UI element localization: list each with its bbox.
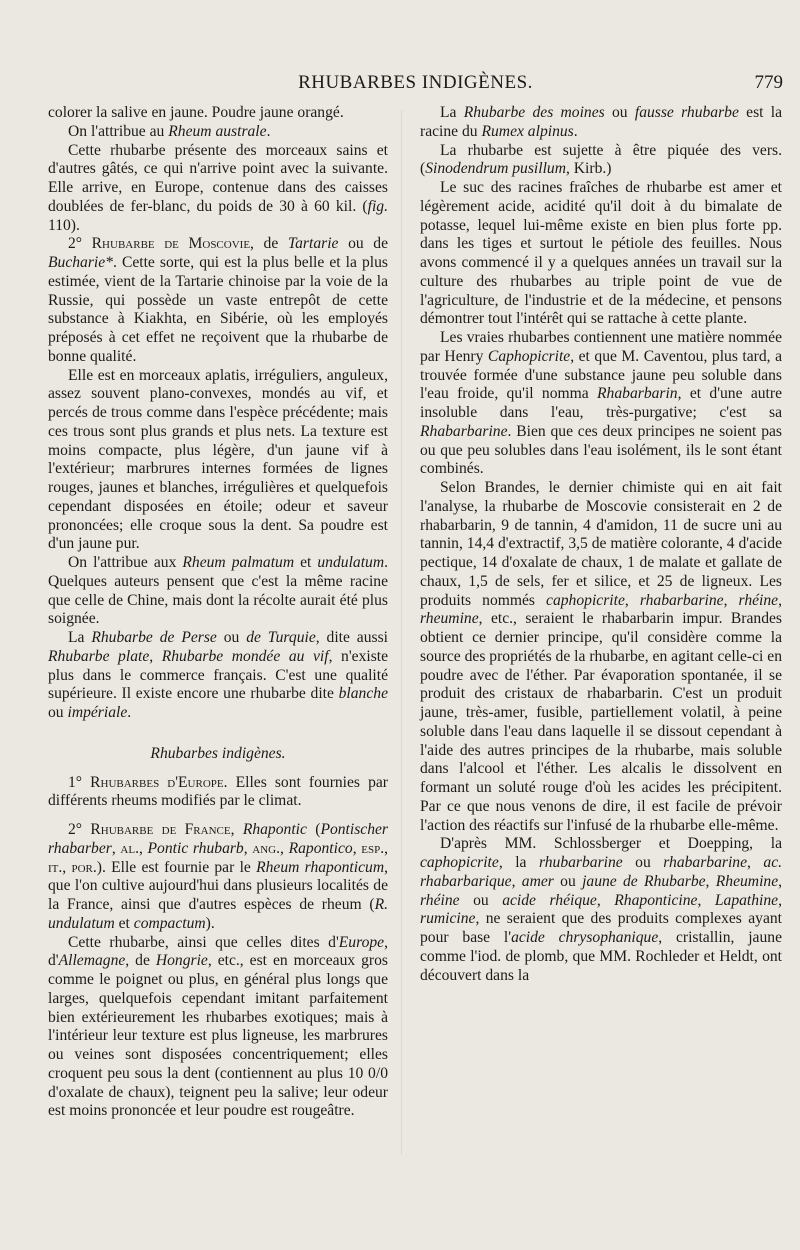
paragraph [420,329,782,479]
paragraph [48,123,388,142]
text-run: et [294,554,318,571]
species-name: Rheum rhaponticum [256,858,385,876]
paragraph [48,235,388,366]
italic-term: de Turquie [246,629,316,646]
text-run: , n'existe plus dans le commerce français. C'est une qualité supérieure. Il existe encore une rhubarbe dite [48,647,389,703]
text-run: 2° [68,821,91,838]
section-subheading: Rhubarbes indigènes. [150,744,286,762]
text-run: , [596,891,615,909]
paragraph [48,142,388,236]
section-term: Rhubarbe de France [90,821,231,838]
text-run: , [778,872,783,890]
text-run: , [230,821,243,838]
paragraph [48,367,388,555]
text-run: ou [604,104,635,121]
text-run: . [266,122,271,140]
text-run: , [697,891,715,909]
section-term: Rhubarbe de Moscovie [91,235,251,253]
italic-term: Rhubarbe mondée au vif [161,647,329,665]
language-abbr: esp. [361,839,385,857]
italic-term: amer [521,872,554,890]
right-column [420,104,782,985]
text-run: . Quelques auteurs pensent que c'est la même racine que celle de Chine, mais dont la récolte aurait été plus soignée. [48,554,388,628]
text-run: ou [48,704,68,721]
italic-term: Hongrie [155,952,208,970]
italic-term: blanche [338,685,388,703]
text-run: . Cette sorte, qui est la plus belle et la plus estimée, vient de la Tartarie chinoise par la voie de la Russie, qui possède un vaste entrepôt de cette substance à Kiakhta, en Sibérie, où les employés préposés à cet effet ne reçoivent que la rhubarbe de bonne qualité. [48,254,388,365]
italic-term: Pontischer rhabarber [48,821,388,857]
text-run: , etc., seraient le rhabarbarin impur. Brandes obtient ce dernier principe, qu'il considère comme la source des propriétés de la rhubarbe, en agitant celle-ci en poudre avec de l'éther. Par évaporation spontanée, il se produit des cristaux de rhabarbarin. C'est un produit jaune, très-amer, fusible, partiellement volatil, à peine soluble dans l'eau dans laquelle il se dissout cependant à l'aide des autres principes de la rhubarbe, mais soluble dans l'alcool et l'éther. Les alcalis le dissolvent en formant un soluté rouge d'où les acides les précipitent. Par ce que nous venons de dire, il est facile de prévoir l'action des réactifs sur l'infusé de la rhubarbe elle-même. [420,610,782,834]
text-run: , [705,872,716,890]
text-run: , [384,839,389,857]
text-run: , dite aussi [315,629,388,646]
italic-term: Europe [338,933,385,951]
text-run: colorer la salive en jaune. Poudre jaune orangé. [48,104,344,121]
italic-term: Rhabarbarin [597,385,678,403]
italic-term: rhubarbarine [538,854,623,871]
language-abbr: it. [48,858,63,876]
text-run: , Kirb.) [565,160,612,178]
species-name: Rheum australe [168,122,267,140]
italic-term: fausse rhubarbe [634,104,739,121]
italic-term: Rhubarbe plate [48,647,150,665]
text-run: 2° [68,235,92,253]
paragraph [420,179,782,329]
italic-term: acide rhéique [502,891,597,909]
text-run: , [149,647,162,665]
text-run: . [573,122,578,140]
italic-term: Lapathine [714,891,779,909]
text-run: ou [622,854,664,871]
italic-term: impériale [67,704,128,721]
text-run: , [511,872,522,890]
text-run: 1° [68,773,91,791]
text-run: ). Elle est fournie par le [96,858,257,876]
italic-term: Rhaponticine [614,891,698,909]
page-number: 779 [754,72,783,93]
column-gutter [401,110,402,1155]
italic-term: rhéine [420,891,460,909]
paragraph [420,835,782,985]
italic-term: Tartarie [287,235,339,253]
text-run: , de [250,235,288,253]
paragraph [48,554,388,629]
paragraph [48,821,388,934]
species-name: undulatum [317,554,385,571]
species-name: Sinodendrum pusillum [425,160,566,178]
italic-term: Rhabarbarine [420,422,508,440]
italic-term: Pontic rhubarb [147,839,244,857]
language-abbr: al. [120,839,139,857]
text-run: , ne seraient que des produits complexes ayant pour base l' [420,910,782,946]
figure-ref: fig. [367,197,388,215]
italic-term: Rheumine [715,872,779,890]
italic-term: Allemagne [58,952,126,970]
species-name: acide chrysophanique [511,929,659,946]
text-run: 110). [48,216,80,234]
italic-term: Rhubarbe de Perse [91,629,217,646]
text-run: , que l'on cultive aujourd'hui dans plusieurs localités de la France, ainsi que d'autres espèces de rheum ( [48,858,388,913]
italic-term: Caphopicrite [487,347,571,365]
section-term: Rhubarbes d'Europe [90,773,224,791]
italic-term: rheumine [420,610,479,628]
italic-term: rhabarbarine [639,591,724,609]
text-run: Les vraies rhubarbes contiennent une matière nommée par Henry [420,329,782,365]
italic-term: rhabarbarine [663,854,748,871]
left-column [48,104,388,1121]
text-run: ou [459,891,503,909]
italic-term: Rhapontic [242,821,307,838]
species-name: compactum [133,914,206,932]
text-run: , [624,591,640,609]
paragraph [420,479,782,835]
text-run: ou de [338,235,388,253]
text-run: , la [498,854,539,871]
text-run: On l'attribue au [68,122,169,140]
text-run: , [243,839,253,857]
text-run: , [778,891,783,909]
italic-term: jaune de Rhubarbe [582,872,706,890]
text-run: Elle est en morceaux aplatis, irréguliers, anguleux, assez souvent plano-convexes, mondés au vif, et percés de trous comme dans l'espèce précédente; mais ces trous sont plus grands et plus nets. La texture est moins compacte, plus légère, d'un jaune vif à l'extérieur; marbrures internes formées de lignes rouges, jaunes et blanches, irrégulières et quelquefois cependant disposées en étoile; odeur et saveur prononcées; elle croque sous la dent. Sa poudre est d'un jaune pur. [48,366,388,553]
paragraph [48,774,388,812]
italic-term: rhéine [738,591,779,609]
paragraph [48,934,388,1122]
text-run: , [111,839,121,857]
text-run: , [352,839,362,857]
text-run: ( [306,821,321,838]
text-run: ou [216,629,247,646]
text-run: On l'attribue aux [68,554,183,571]
text-run: Cette rhubarbe, ainsi que celles dites d' [68,933,339,951]
text-run: , d' [48,933,388,970]
paragraph [420,104,782,142]
italic-term: rumicine [420,910,476,928]
italic-term: Rapontico [288,839,353,857]
italic-term: caphopicrite [420,854,499,871]
text-run: , cristallin, jaune comme l'iod. de plomb, que MM. Rochleder et Heldt, ont découvert dans la [420,929,782,984]
text-run: . Bien que ces deux principes ne soient pas ou que peu solubles dans l'eau isolément, ils le sont étant combinés. [420,422,782,478]
text-run: . Elles sont fournies par différents rheums modifiés par le climat. [48,773,388,810]
text-run: , et que M. Caventou, plus tard, a trouvée formée d'une substance jaune peu soluble dans l'eau froide, qu'il nomma [420,347,782,403]
text-run: ). [205,914,215,932]
text-run: , [778,591,783,609]
text-run: La [440,104,464,121]
page-header [48,72,783,98]
italic-term: Rhubarbe des moines [463,104,605,121]
italic-term: Bucharie* [48,254,113,271]
italic-term: caphopicrite [546,591,625,609]
species-name: Rumex alpinus [481,122,574,140]
paragraph [48,629,388,723]
species-name: Rheum palmatum [182,554,295,571]
text-run: D'après MM. Schlossberger et Doepping, la [440,835,782,853]
text-run: ou [553,872,583,890]
italic-term: ac. rhabarbarique [420,854,783,890]
text-run: Cette rhubarbe présente des morceaux sains et d'autres gâtés, ce qui n'arrive point avec la suivante. Elle arrive, en Europe, contenue dans des caisses doublées de fer-blanc, du poids de 30 à 60 kil. ( [48,141,388,215]
text-run: , de [125,952,156,970]
text-run: , [723,591,739,609]
text-run: et [114,914,134,932]
language-abbr: ang. [252,839,281,857]
text-run: La [68,629,92,646]
paragraph [420,142,782,180]
text-run: , [747,854,764,871]
text-run: La rhubarbe est sujette à être piquée des vers. ( [420,141,782,178]
text-run: . [127,704,132,721]
text-run: , [138,839,148,857]
text-run: Selon Brandes, le dernier chimiste qui en ait fait l'analyse, la rhubarbe de Moscovie consisterait en 2 de rhabarbarin, 9 de tannin, 4 d'amidon, 11 de sucre uni au tannin, 14,4 d'extractif, 3,5 de matière colorante, 4 d'acide pectique, 14 d'oxalate de chaux, 1 de malate et gallate de chaux, 1,5 de sels, fer et silice, et 25 de ligneux. Les produits nommés [420,479,782,609]
species-name: R. undulatum [48,896,388,932]
language-abbr: por. [71,858,97,876]
running-head: RHUBARBES INDIGÈNES. [298,72,533,93]
text-run: , et d'une autre insoluble dans l'eau, très-purgative; c'est sa [420,385,782,421]
text-run: , etc., est en morceaux gros comme le poignet ou plus, en général plus longs que larges, quelquefois cependant imitant parfaitement bien extérieurement les rhubarbes exotiques; mais à l'intérieur leur texture est plus ligneuse, les marbrures ou veines sont disposées concentriquement; elles croquent peu sous la dent (contiennent au plus 10 0/0 d'oxalate de chaux), teignent peu la salive; leur odeur est moins prononcée et leur poudre est rougeâtre. [48,952,388,1120]
text-run: , [62,858,72,876]
text-run: , [280,839,289,857]
text-run: est la racine du [420,104,782,140]
text-run: Le suc des racines fraîches de rhubarbe est amer et légèrement acide, acidité qu'il doit à du bimalate de potasse, lequel lui-même existe en bien plus forte pp. dans les tiges et surtout le pétiole des feuilles. Nous avons commencé il y a quelques années un travail sur la culture des rhubarbes au triple point de vue de l'agriculture, de l'industrie et de la médecine, et pensons démontrer tout l'intérêt qui se rattache à cette plante. [420,179,782,328]
paragraph [48,104,388,123]
